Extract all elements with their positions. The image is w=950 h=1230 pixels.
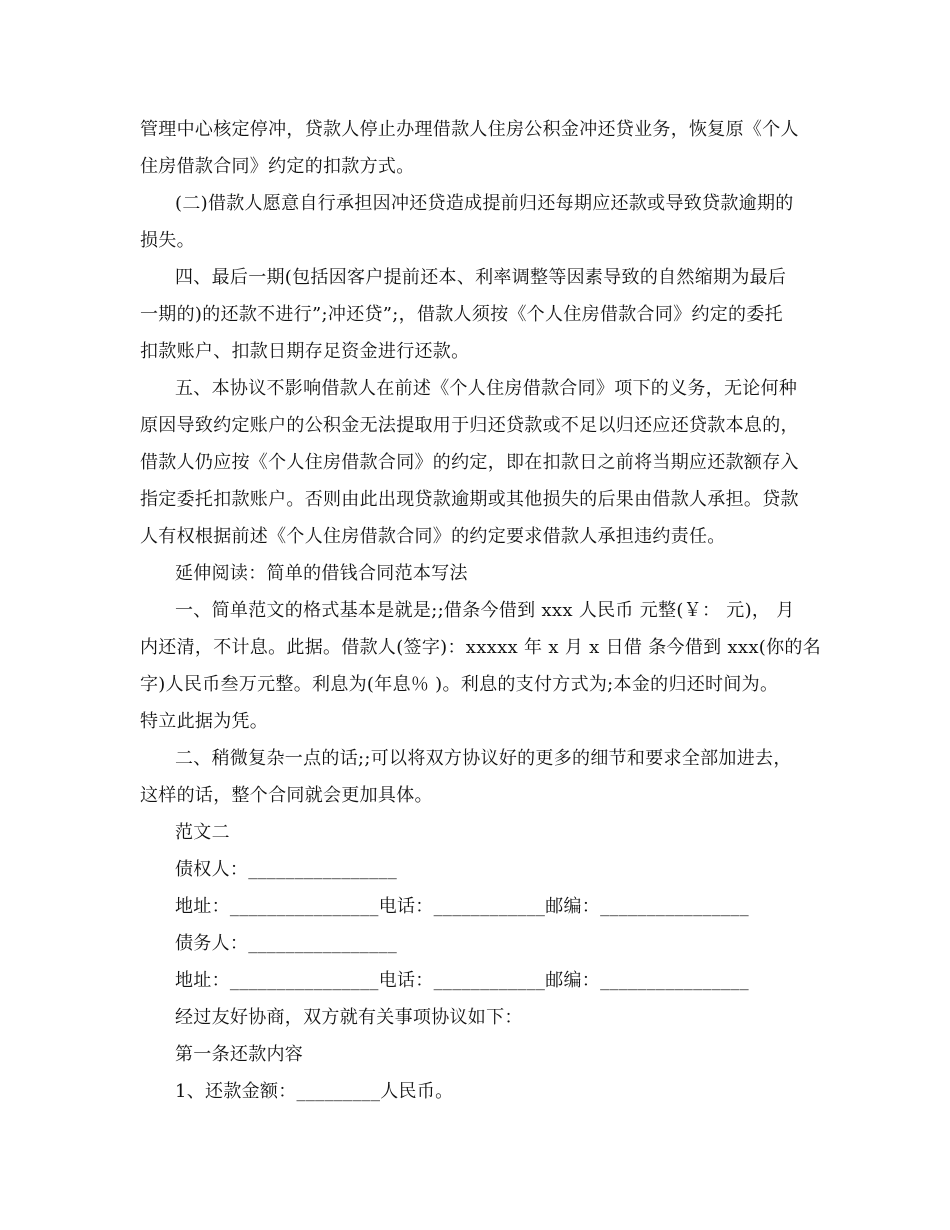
paragraph-line: 住房借款合同》约定的扣款方式。 — [140, 156, 415, 177]
paragraph-line: 一期的)的还款不进行”;冲还贷”;，借款人须按《个人住房借款合同》约定的委托 — [140, 304, 783, 325]
paragraph-line: 四、最后一期(包括因客户提前还本、利率调整等因素导致的自然缩期为最后 — [175, 267, 787, 288]
paragraph-line: 五、本协议不影响借款人在前述《个人住房借款合同》项下的义务，无论何种 — [175, 378, 798, 399]
debtor-field: 债务人：________________ — [175, 933, 397, 954]
section-heading: 范文二 — [175, 822, 230, 843]
paragraph-line: 损失。 — [140, 230, 195, 251]
paragraph-line: 指定委托扣款账户。否则由此出现贷款逾期或其他损失的后果由借款人承担。贷款 — [140, 489, 799, 510]
paragraph-line: 特立此据为凭。 — [140, 711, 269, 732]
creditor-contact-fields: 地址：________________电话：____________邮编：________________ — [175, 896, 749, 917]
paragraph-line: 原因导致约定账户的公积金无法提取用于归还贷款或不足以归还应还贷款本息的， — [140, 415, 799, 436]
article-heading: 第一条还款内容 — [175, 1044, 304, 1065]
paragraph-line: 扣款账户、扣款日期存足资金进行还款。 — [140, 341, 470, 362]
section-heading: 延伸阅读：简单的借钱合同范本写法 — [175, 563, 468, 584]
paragraph-line: 字)人民币叁万元整。利息为(年息％ )。利息的支付方式为;本金的归还时间为。 — [140, 674, 779, 695]
paragraph-line: 内还清，不计息。此据。借款人(签字)：xxxxx 年 x 月 x 日借 条今借到 xxx(你的名 — [140, 637, 822, 658]
paragraph-line: 管理中心核定停冲，贷款人停止办理借款人住房公积金冲还贷业务，恢复原《个人 — [140, 119, 799, 140]
paragraph-line: 人有权根据前述《个人住房借款合同》的约定要求借款人承担违约责任。 — [140, 526, 726, 547]
paragraph-line: 经过友好协商，双方就有关事项协议如下： — [175, 1007, 523, 1028]
debtor-contact-fields: 地址：________________电话：____________邮编：________________ — [175, 970, 749, 991]
paragraph-line: (二)借款人愿意自行承担因冲还贷造成提前归还每期应还款或导致贷款逾期的 — [175, 193, 794, 214]
repayment-amount-field: 1、还款金额：_________人民币。 — [175, 1081, 454, 1102]
creditor-field: 债权人：________________ — [175, 859, 397, 880]
paragraph-line: 这样的话，整个合同就会更加具体。 — [140, 785, 433, 806]
paragraph-line: 二、稍微复杂一点的话;;可以将双方协议好的更多的细节和要求全部加进去， — [175, 748, 792, 769]
paragraph-line: 一、简单范文的格式基本是就是;;借条今借到 xxx 人民币 元整(￥： 元)， 月 — [175, 600, 795, 621]
paragraph-line: 借款人仍应按《个人住房借款合同》的约定，即在扣款日之前将当期应还款额存入 — [140, 452, 799, 473]
